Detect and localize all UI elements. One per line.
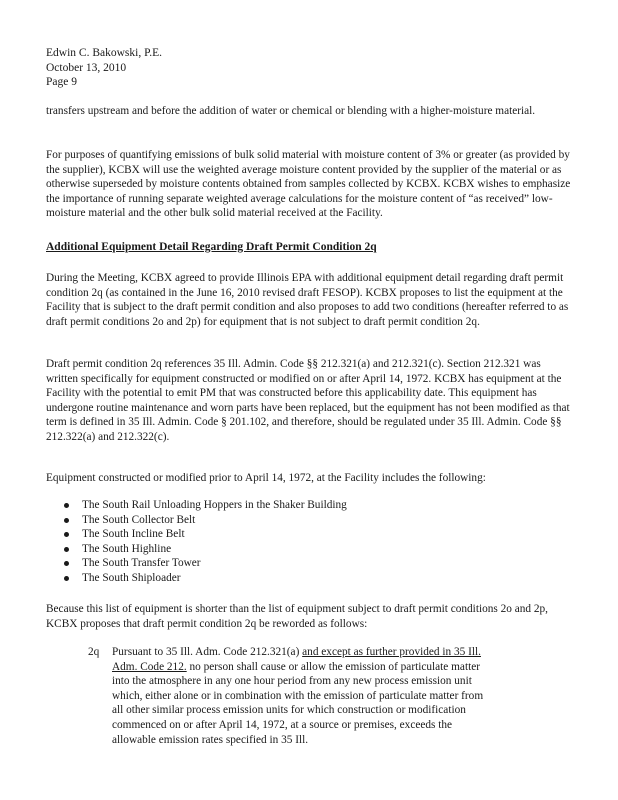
list-item: The South Highline (62, 542, 347, 557)
paragraph-reword-proposal: Because this list of equipment is shorter than the list of equipment subject to draft permit conditions 2o and 2p, KCBX proposes that draft permit condition 2q be reworded as follows: (46, 603, 548, 630)
paragraph-meeting-agreement: During the Meeting, KCBX agreed to provide Illinois EPA with additional equipment detail regarding draft permit condition 2q (as contained in the June 16, 2010 revised draft FESOP). KCBX proposes to list the equipment at the Facility that is subject to the draft permit condition and also proposes to add two conditions (hereafter referred to as draft permit conditions 2o and 2p) for equipment that is not subject to draft permit condition 2q. (46, 272, 569, 328)
section-heading: Additional Equipment Detail Regarding Draft Permit Condition 2q (46, 241, 377, 253)
paragraph-regulatory-references: Draft permit condition 2q references 35 Ill. Admin. Code §§ 212.321(a) and 212.321(c). Section 212.321 was written specifically for equipment constructed or modified on or after April 14, 1972. KCBX has equipment at the Facility with the potential to emit PM that was constructed before this applicability date. This equipment has undergone routine maintenance and worn parts have been replaced, but the equipment has not been modified as that term is defined in 35 Ill. Admin. Code § 201.102, and therefore, should be regulated under 35 Ill. Admin. Code §§ 212.322(a) and 212.322(c). (46, 358, 570, 443)
list-item: The South Transfer Tower (62, 556, 347, 571)
list-item: The South Incline Belt (62, 527, 347, 542)
letter-header (46, 46, 162, 90)
list-item: The South Rail Unloading Hoppers in the Shaker Building (62, 498, 347, 513)
paragraph-moisture-quantification: For purposes of quantifying emissions of bulk solid material with moisture content of 3% or greater (as provided by the supplier), KCBX will use the weighted average moisture content provided by the supplier of the material or as otherwise superseded by moisture contents obtained from samples collected by KCBX. KCBX wishes to emphasize the importance of running separate weighted average calculations for the moisture content of “as received” low-moisture material and the other bulk solid material received at the Facility. (46, 149, 571, 220)
list-item: The South Collector Belt (62, 513, 347, 528)
equipment-list (62, 498, 347, 586)
paragraph-equipment-intro: Equipment constructed or modified prior to April 14, 1972, at the Facility includes the following: (46, 472, 486, 484)
condition-text-part-a: Pursuant to 35 Ill. Adm. Code 212.321(a) (112, 646, 303, 658)
list-item: The South Shiploader (62, 571, 347, 586)
condition-text (112, 645, 484, 747)
recipient-name: Edwin C. Bakowski, P.E. (46, 47, 162, 59)
letter-date: October 13, 2010 (46, 61, 127, 74)
condition-number: 2q (88, 646, 100, 658)
condition-text-underlined: and except as further provided in 35 Ill. Adm. Code 212. (112, 646, 481, 673)
page-number: Page 9 (46, 76, 77, 88)
paragraph-continuation: transfers upstream and before the addition of water or chemical or blending with a higher-moisture material. (46, 105, 536, 117)
condition-text-part-b: no person shall cause or allow the emission of particulate matter into the atmosphere in any one hour period from any new process emission unit which, either alone or in combination with the emission of particulate matter from all other similar process emission units for which construction or modification commenced on or after April 14, 1972, at a source or premises, exceeds the allowable emission rates specified in 35 Ill. (112, 660, 484, 746)
